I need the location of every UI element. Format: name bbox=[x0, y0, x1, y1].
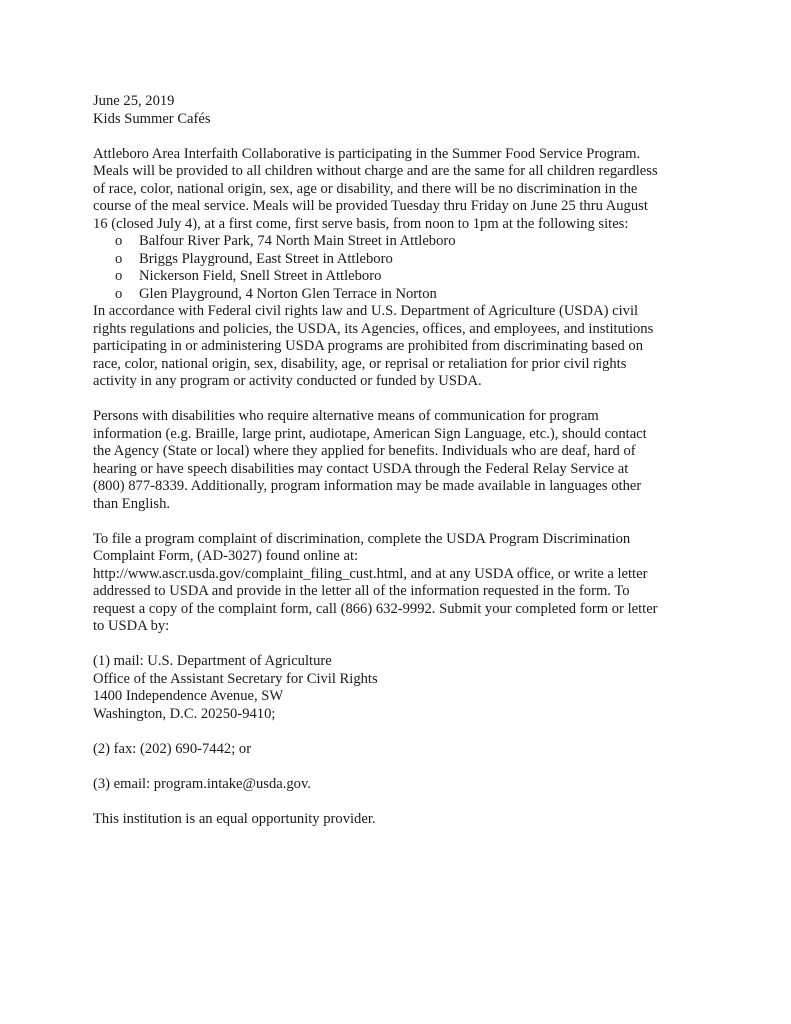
mail-line: Office of the Assistant Secretary for Civil Rights bbox=[93, 670, 378, 687]
disabilities-paragraph bbox=[93, 408, 713, 513]
intro-paragraph bbox=[93, 146, 713, 234]
intro-line: of race, color, national origin, sex, age or disability, and there will be no discrimination in the bbox=[93, 180, 638, 197]
document-page bbox=[93, 93, 713, 828]
bullet-icon: o bbox=[115, 268, 123, 284]
email-line: (3) email: program.intake@usda.gov. bbox=[93, 775, 311, 792]
letter-subject: Kids Summer Cafés bbox=[93, 110, 211, 127]
site-item-nickerson bbox=[93, 268, 713, 286]
mail-line: 1400 Independence Avenue, SW bbox=[93, 688, 284, 704]
fax-line-block bbox=[93, 741, 713, 759]
complaint-paragraph bbox=[93, 531, 713, 636]
footer-statement-block bbox=[93, 811, 713, 829]
mail-address-block bbox=[93, 653, 713, 723]
complaint-line: To file a program complaint of discrimination, complete the USDA Program Discrimination bbox=[93, 530, 631, 547]
intro-line: Attleboro Area Interfaith Collaborative is participating in the Summer Food Service Program. bbox=[93, 145, 641, 162]
disabilities-line: than English. bbox=[93, 495, 171, 512]
civil-rights-line: race, color, national origin, sex, disability, age, or reprisal or retaliation for prior civil rights bbox=[93, 355, 627, 372]
site-label: Glen Playground, 4 Norton Glen Terrace in Norton bbox=[139, 285, 437, 302]
civil-rights-paragraph bbox=[93, 303, 713, 391]
complaint-url-line: http://www.ascr.usda.gov/complaint_filing_cust.html, and at any USDA office, or write a letter bbox=[93, 565, 648, 582]
complaint-line: request a copy of the complaint form, call (866) 632-9992. Submit your completed form or letter bbox=[93, 600, 658, 617]
disabilities-line: Persons with disabilities who require alternative means of communication for program bbox=[93, 408, 599, 424]
disabilities-line: the Agency (State or local) where they applied for benefits. Individuals who are deaf, hard of bbox=[93, 443, 636, 459]
bullet-icon: o bbox=[115, 233, 123, 249]
civil-rights-line: activity in any program or activity conducted or funded by USDA. bbox=[93, 373, 482, 389]
site-item-glen bbox=[93, 286, 713, 304]
complaint-line: Complaint Form, (AD-3027) found online at: bbox=[93, 548, 359, 564]
disabilities-line: (800) 877-8339. Additionally, program information may be made available in languages other bbox=[93, 478, 642, 494]
complaint-line: to USDA by: bbox=[93, 618, 170, 634]
civil-rights-line: In accordance with Federal civil rights law and U.S. Department of Agriculture (USDA) civil bbox=[93, 303, 639, 319]
letter-header bbox=[93, 93, 713, 128]
intro-line: 16 (closed July 4), at a first come, first serve basis, from noon to 1pm at the following sites: bbox=[93, 215, 629, 232]
civil-rights-line: participating in or administering USDA programs are prohibited from discriminating based on bbox=[93, 338, 643, 354]
site-item-balfour bbox=[93, 233, 713, 251]
site-label: Briggs Playground, East Street in Attleboro bbox=[139, 250, 393, 267]
disabilities-line: information (e.g. Braille, large print, audiotape, American Sign Language, etc.), should contact bbox=[93, 425, 647, 442]
letter-date: June 25, 2019 bbox=[93, 93, 175, 109]
complaint-line: addressed to USDA and provide in the letter all of the information requested in the form. To bbox=[93, 583, 630, 599]
bullet-icon: o bbox=[115, 285, 123, 302]
site-item-briggs bbox=[93, 251, 713, 269]
site-label: Balfour River Park, 74 North Main Street in Attleboro bbox=[139, 233, 456, 249]
intro-line: Meals will be provided to all children without charge and are the same for all children regardless bbox=[93, 163, 658, 179]
email-line-block bbox=[93, 776, 713, 794]
fax-line: (2) fax: (202) 690-7442; or bbox=[93, 740, 252, 757]
disabilities-line: hearing or have speech disabilities may contact USDA through the Federal Relay Service at bbox=[93, 460, 629, 477]
bullet-icon: o bbox=[115, 250, 123, 267]
equal-opportunity-statement: This institution is an equal opportunity provider. bbox=[93, 810, 376, 827]
civil-rights-line: rights regulations and policies, the USDA, its Agencies, offices, and employees, and institutions bbox=[93, 320, 654, 337]
mail-line: (1) mail: U.S. Department of Agriculture bbox=[93, 653, 332, 669]
intro-line: course of the meal service. Meals will be provided Tuesday thru Friday on June 25 thru August bbox=[93, 198, 648, 214]
meal-sites-list bbox=[93, 233, 713, 303]
mail-line: Washington, D.C. 20250-9410; bbox=[93, 705, 276, 722]
site-label: Nickerson Field, Snell Street in Attleboro bbox=[139, 268, 382, 284]
